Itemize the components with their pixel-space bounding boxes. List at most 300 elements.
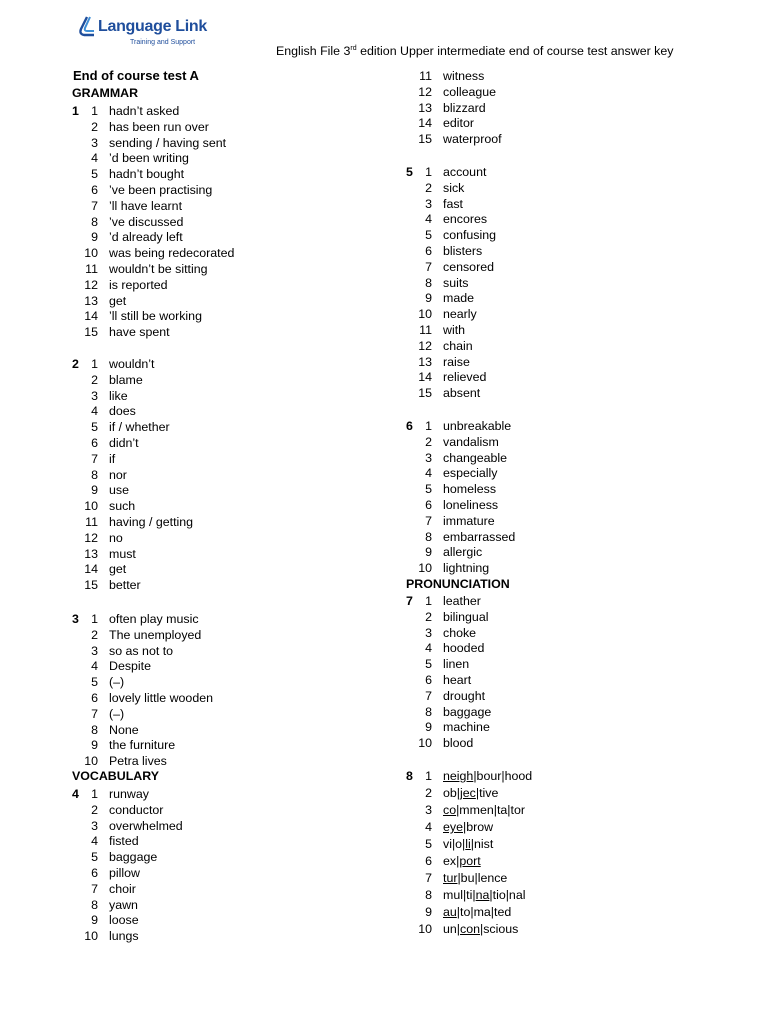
answer-line [72, 546, 392, 562]
section-number: 8 [406, 769, 413, 783]
answer-line [406, 450, 726, 466]
item-number: 4 [91, 404, 98, 419]
answer-text: blood [443, 736, 474, 751]
answer-line [72, 498, 392, 514]
answer-line [406, 465, 726, 481]
answer-text: neigh|bour|hood [443, 769, 533, 783]
answer-text: blizzard [443, 100, 486, 115]
answer-text: loneliness [443, 498, 499, 512]
item-number: 10 [418, 736, 432, 751]
item-number: 6 [425, 498, 432, 512]
item-number: 7 [91, 706, 98, 721]
answer-text: (–) [109, 706, 125, 721]
answer-text: un|con|scious [443, 922, 519, 936]
answer-text: changeable [443, 450, 508, 465]
answer-text: hadn’t bought [109, 167, 185, 182]
section-number: 4 [72, 787, 79, 801]
item-number: 4 [425, 641, 432, 656]
answer-text: au|to|ma|ted [443, 905, 512, 919]
answer-text: machine [443, 720, 490, 735]
answer-text: heart [443, 673, 472, 687]
answer-text: unbreakable [443, 419, 512, 433]
answer-text: censored [443, 259, 494, 274]
logo-mark-icon [78, 16, 96, 40]
answer-text: Despite [109, 659, 152, 674]
answer-text: made [443, 291, 474, 306]
answer-text: sick [443, 180, 465, 195]
item-number: 2 [425, 434, 432, 449]
answer-text: immature [443, 513, 495, 528]
answer-line [406, 819, 726, 835]
item-number: 15 [418, 386, 432, 401]
item-number: 2 [91, 119, 98, 134]
answer-line [72, 308, 392, 324]
answer-line [72, 753, 392, 769]
answer-line [72, 356, 392, 372]
answer-line [406, 180, 726, 196]
item-number: 14 [418, 116, 432, 131]
answer-text: colleague [443, 84, 497, 99]
item-number: 5 [91, 420, 98, 435]
answer-line [406, 84, 726, 100]
title-superscript: rd [350, 44, 357, 52]
answer-text: have spent [109, 325, 170, 340]
item-number: 4 [425, 212, 432, 227]
answer-line [72, 818, 392, 834]
answer-line [72, 706, 392, 722]
section-number: 7 [406, 594, 413, 608]
answer-text: was being redecorated [109, 246, 235, 261]
answer-line [72, 658, 392, 674]
item-number: 14 [84, 562, 98, 577]
answer-line [406, 656, 726, 672]
answer-text: blame [109, 372, 143, 387]
section-number: 6 [406, 419, 413, 433]
answer-text: waterproof [443, 132, 502, 147]
item-number: 4 [425, 466, 432, 481]
item-number: 8 [91, 722, 98, 737]
answer-line [406, 354, 726, 370]
answer-line [72, 881, 392, 897]
answer-line [406, 719, 726, 735]
item-number: 9 [91, 738, 98, 753]
answer-text: vandalism [443, 434, 499, 449]
item-number: 7 [91, 881, 98, 896]
answer-text: the furniture [109, 738, 176, 753]
answer-line [72, 166, 392, 182]
section-number: 3 [72, 612, 79, 626]
item-number: 15 [418, 132, 432, 147]
answer-text: pillow [109, 866, 140, 880]
title-prefix: English File 3 [276, 44, 351, 58]
item-number: 6 [91, 436, 98, 450]
item-number: 2 [425, 180, 432, 195]
answer-line [72, 833, 392, 849]
answer-line [406, 338, 726, 354]
item-number: 9 [425, 291, 432, 306]
answer-line [406, 593, 726, 609]
answer-line [72, 103, 392, 119]
item-number: 6 [425, 244, 432, 258]
answer-line [72, 119, 392, 135]
item-number: 8 [91, 467, 98, 482]
answer-line [406, 625, 726, 641]
answer-line [72, 912, 392, 928]
answer-text: choir [109, 881, 136, 896]
item-number: 2 [91, 372, 98, 387]
answer-text: hadn’t asked [109, 104, 180, 118]
item-number: 7 [425, 513, 432, 528]
answer-text: None [109, 722, 139, 737]
answer-line [406, 870, 726, 886]
item-number: 5 [425, 657, 432, 672]
answer-line [72, 514, 392, 530]
answer-text: fisted [109, 834, 139, 849]
answer-line [406, 243, 726, 259]
answer-text: vi|o|li|nist [443, 837, 494, 851]
answer-line [72, 451, 392, 467]
answer-line [406, 259, 726, 275]
item-number: 11 [419, 69, 432, 83]
item-number: 1 [425, 769, 432, 783]
answer-line [72, 372, 392, 388]
item-number: 8 [91, 897, 98, 912]
item-number: 13 [84, 546, 98, 561]
item-number: 10 [418, 922, 432, 936]
answer-text: ’d been writing [109, 151, 189, 166]
item-number: 5 [91, 850, 98, 865]
answer-line [72, 293, 392, 309]
answer-line [406, 887, 726, 903]
answer-text: ex|port [443, 854, 481, 868]
answer-line [406, 322, 726, 338]
answer-line [406, 481, 726, 497]
item-number: 3 [425, 450, 432, 465]
item-number: 3 [91, 818, 98, 833]
answer-line [72, 865, 392, 881]
answer-text: such [109, 499, 136, 514]
answer-line [406, 196, 726, 212]
item-number: 6 [91, 866, 98, 880]
item-number: 9 [425, 720, 432, 735]
answer-line [72, 674, 392, 690]
answer-line [406, 227, 726, 243]
answer-line [72, 324, 392, 340]
item-number: 2 [425, 786, 432, 800]
answer-text: overwhelmed [109, 818, 183, 833]
answer-line [406, 768, 726, 784]
item-number: 9 [425, 905, 432, 919]
answer-text: often play music [109, 612, 199, 626]
item-number: 9 [425, 545, 432, 560]
answer-line [72, 277, 392, 293]
item-number: 8 [425, 275, 432, 290]
logo-tagline: Training and Support [130, 39, 196, 46]
answer-text: better [109, 578, 141, 593]
item-number: 5 [425, 482, 432, 497]
answer-line [406, 704, 726, 720]
answer-text: use [109, 483, 129, 498]
item-number: 10 [418, 307, 432, 322]
answer-text: ’ll still be working [109, 309, 202, 324]
answer-line [406, 609, 726, 625]
answer-text: ob|jec|tive [443, 786, 499, 800]
item-number: 6 [425, 854, 432, 868]
answer-text: lungs [109, 929, 139, 944]
answer-line [406, 529, 726, 545]
answer-line [72, 561, 392, 577]
answer-line [72, 245, 392, 261]
answer-text: baggage [443, 704, 492, 719]
item-number: 5 [91, 167, 98, 182]
answer-line [72, 849, 392, 865]
answer-line [72, 627, 392, 643]
item-number: 10 [84, 754, 98, 769]
item-number: 10 [84, 929, 98, 944]
answer-line [406, 921, 726, 937]
answer-text: co|mmen|ta|tor [443, 803, 525, 817]
item-number: 8 [91, 214, 98, 229]
answer-line [406, 688, 726, 704]
heading-grammar: GRAMMAR [72, 86, 139, 100]
answer-text: drought [443, 688, 486, 703]
answer-line [72, 261, 392, 277]
answer-text: yawn [109, 897, 138, 912]
answer-text: nor [109, 467, 127, 482]
answer-line [406, 497, 726, 513]
answer-line [72, 403, 392, 419]
item-number: 4 [425, 820, 432, 834]
answer-text: chain [443, 338, 473, 353]
section-number: 2 [72, 357, 79, 371]
answer-line [406, 802, 726, 818]
answer-line [406, 306, 726, 322]
item-number: 15 [84, 325, 98, 340]
answer-text: relieved [443, 370, 487, 385]
answer-line [72, 182, 392, 198]
item-number: 5 [425, 228, 432, 243]
item-number: 8 [425, 704, 432, 719]
answer-text: leather [443, 594, 481, 608]
item-number: 3 [91, 388, 98, 403]
item-number: 7 [425, 688, 432, 703]
answer-text: choke [443, 625, 477, 640]
answer-line [406, 290, 726, 306]
answer-text: allergic [443, 545, 483, 560]
answer-text: fast [443, 196, 463, 211]
item-number: 1 [91, 787, 98, 801]
answer-line [406, 434, 726, 450]
answer-line [72, 214, 392, 230]
answer-line [406, 904, 726, 920]
item-number: 6 [425, 673, 432, 687]
item-number: 1 [91, 104, 98, 118]
answer-text: editor [443, 116, 474, 131]
answer-text: encores [443, 212, 488, 227]
answer-text: does [109, 404, 136, 419]
item-number: 14 [84, 309, 98, 324]
logo-brand: Language Link [98, 18, 207, 35]
answer-line [72, 388, 392, 404]
answer-line [406, 385, 726, 401]
answer-text: suits [443, 275, 469, 290]
answer-text: ’d already left [109, 230, 183, 245]
answer-text: ’ve been practising [109, 183, 213, 197]
answer-line [406, 211, 726, 227]
answer-text: embarrassed [443, 529, 516, 544]
answer-text: didn’t [109, 436, 139, 450]
item-number: 1 [91, 612, 98, 626]
answer-text: so as not to [109, 643, 174, 658]
item-number: 8 [425, 888, 432, 902]
answer-text: no [109, 530, 123, 545]
answer-line [406, 513, 726, 529]
item-number: 1 [425, 594, 432, 608]
answer-line [72, 150, 392, 166]
item-number: 6 [91, 183, 98, 197]
item-number: 10 [84, 499, 98, 514]
answer-line [72, 530, 392, 546]
item-number: 14 [418, 370, 432, 385]
answer-text: must [109, 546, 136, 561]
answer-text: if [109, 451, 116, 466]
language-link-logo [78, 14, 207, 50]
item-number: 11 [419, 323, 432, 337]
answer-text: hooded [443, 641, 485, 656]
answer-line [406, 544, 726, 560]
answer-text: is reported [109, 277, 168, 292]
answer-text: linen [443, 657, 470, 672]
item-number: 1 [425, 419, 432, 433]
answer-line [406, 640, 726, 656]
item-number: 13 [418, 100, 432, 115]
answer-line [72, 690, 392, 706]
answer-text: homeless [443, 482, 497, 497]
item-number: 12 [84, 277, 98, 292]
answer-text: ’ve discussed [109, 214, 184, 229]
answer-text: loose [109, 913, 139, 928]
answer-text: mul|ti|na|tio|nal [443, 888, 526, 902]
answer-text: absent [443, 386, 481, 401]
answer-text: account [443, 165, 487, 179]
item-number: 8 [425, 529, 432, 544]
answer-line [406, 115, 726, 131]
item-number: 3 [425, 803, 432, 817]
answer-text: sending / having sent [109, 135, 227, 150]
answer-text: conductor [109, 802, 164, 817]
answer-line [406, 131, 726, 147]
item-number: 5 [91, 675, 98, 690]
answer-text: get [109, 293, 127, 308]
item-number: 11 [85, 515, 98, 529]
item-number: 12 [84, 530, 98, 545]
item-number: 3 [425, 196, 432, 211]
answer-line [72, 467, 392, 483]
item-number: 13 [418, 354, 432, 369]
answer-text: tur|bu|lence [443, 871, 508, 885]
item-number: 7 [425, 871, 432, 885]
item-number: 10 [418, 561, 432, 576]
item-number: 2 [425, 609, 432, 624]
answer-text: lightning [443, 561, 490, 576]
section-number: 1 [72, 104, 79, 118]
answer-text: having / getting [109, 515, 194, 529]
answer-line [72, 229, 392, 245]
item-number: 12 [418, 84, 432, 99]
answer-line [406, 853, 726, 869]
answer-line [72, 897, 392, 913]
answer-text: blisters [443, 244, 483, 258]
answer-line [72, 643, 392, 659]
answer-line [72, 737, 392, 753]
item-number: 3 [425, 625, 432, 640]
answer-text: with [443, 323, 466, 337]
answer-text: ’ll have learnt [109, 198, 183, 213]
item-number: 3 [91, 643, 98, 658]
answer-text: nearly [443, 307, 477, 322]
answer-text: especially [443, 466, 498, 481]
answer-line [406, 560, 726, 576]
answer-line [406, 68, 726, 84]
answer-line [406, 100, 726, 116]
answer-text: eye|brow [443, 820, 494, 834]
document-title [276, 44, 673, 58]
answer-line [406, 418, 726, 434]
item-number: 2 [91, 627, 98, 642]
item-number: 7 [91, 198, 98, 213]
answer-line [72, 611, 392, 627]
answer-text: if / whether [109, 420, 170, 435]
answer-text: The unemployed [109, 627, 202, 642]
answer-line [72, 802, 392, 818]
answer-text: confusing [443, 228, 497, 243]
answer-line [406, 672, 726, 688]
answer-text: wouldn’t [109, 357, 155, 371]
section-number: 5 [406, 165, 413, 179]
item-number: 13 [84, 293, 98, 308]
item-number: 10 [84, 246, 98, 261]
answer-text: Petra lives [109, 754, 167, 769]
answer-line [406, 836, 726, 852]
answer-text: has been run over [109, 119, 209, 134]
test-title: End of course test A [73, 68, 199, 83]
answer-text: bilingual [443, 609, 489, 624]
answer-line [406, 785, 726, 801]
item-number: 6 [91, 691, 98, 705]
heading-vocabulary: VOCABULARY [72, 769, 159, 783]
answer-line [72, 419, 392, 435]
answer-text: runway [109, 787, 149, 801]
answer-text: get [109, 562, 127, 577]
item-number: 4 [91, 659, 98, 674]
answer-line [406, 164, 726, 180]
item-number: 7 [425, 259, 432, 274]
answer-text: baggage [109, 850, 158, 865]
answer-text: (–) [109, 675, 125, 690]
item-number: 12 [418, 338, 432, 353]
answer-line [72, 435, 392, 451]
answer-line [72, 722, 392, 738]
item-number: 4 [91, 834, 98, 849]
answer-line [72, 135, 392, 151]
answer-line [406, 275, 726, 291]
item-number: 1 [91, 357, 98, 371]
item-number: 15 [84, 578, 98, 593]
title-suffix: edition Upper intermediate end of course test answer key [356, 44, 674, 58]
answer-text: raise [443, 354, 470, 369]
answer-line [406, 735, 726, 751]
answer-line [72, 928, 392, 944]
